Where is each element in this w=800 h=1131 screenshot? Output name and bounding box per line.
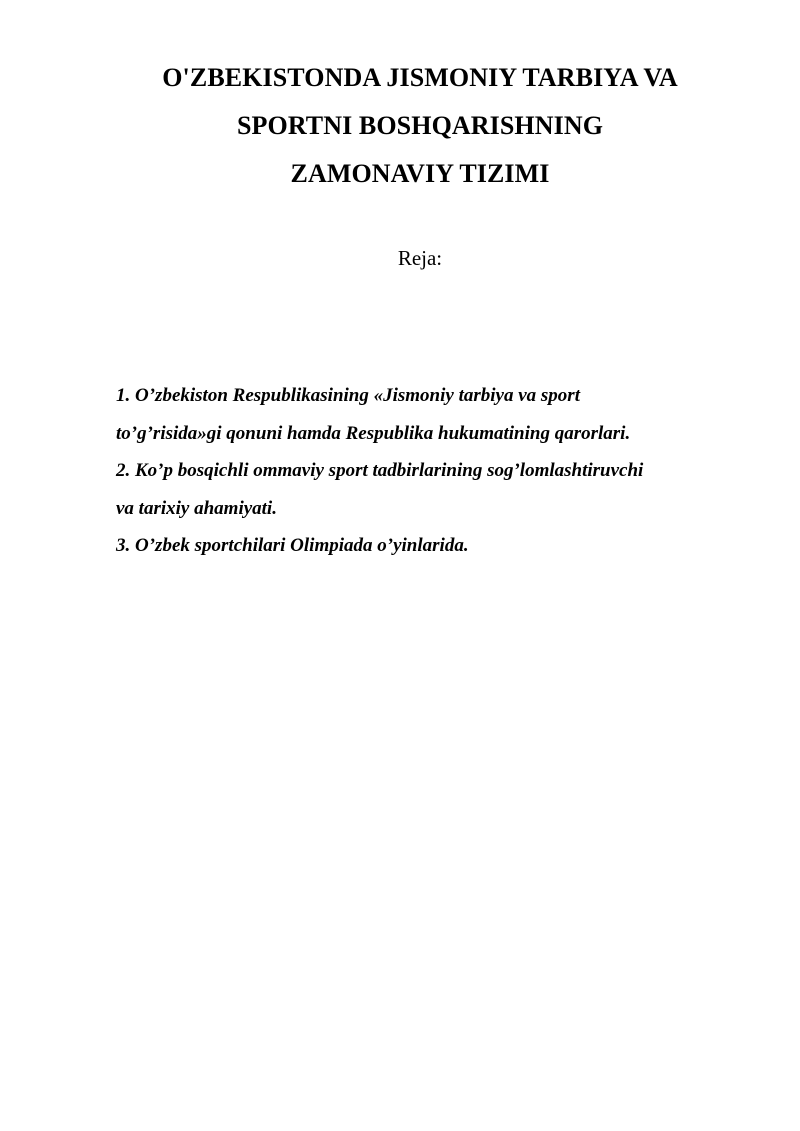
plan-item-2-line-1: 2. Ko’p bosqichli ommaviy sport tadbirlarining sog’lomlashtiruvchi [116, 460, 644, 481]
plan-item-1-line-2: to’g’risida»gi qonuni hamda Respublika hukumatining qarorlari. [116, 422, 631, 444]
title-line-3: ZAMONAVIY TIZIMI [290, 159, 550, 188]
plan-item-2-line-2: va tarixiy ahamiyati. [116, 497, 277, 519]
document-title [60, 54, 780, 198]
title-line-1: O'ZBEKISTONDA JISMONIY TARBIYA VA [162, 63, 678, 92]
plan-heading: Reja: [397, 246, 443, 270]
plan-list [116, 377, 756, 565]
plan-item-1-line-1: 1. O’zbekiston Respublikasining «Jismoniy tarbiya va sport [116, 385, 580, 406]
title-line-2: SPORTNI BOSHQARISHNING [236, 111, 604, 140]
plan-item-3: 3. O’zbek sportchilari Olimpiada o’yinlarida. [116, 535, 469, 556]
